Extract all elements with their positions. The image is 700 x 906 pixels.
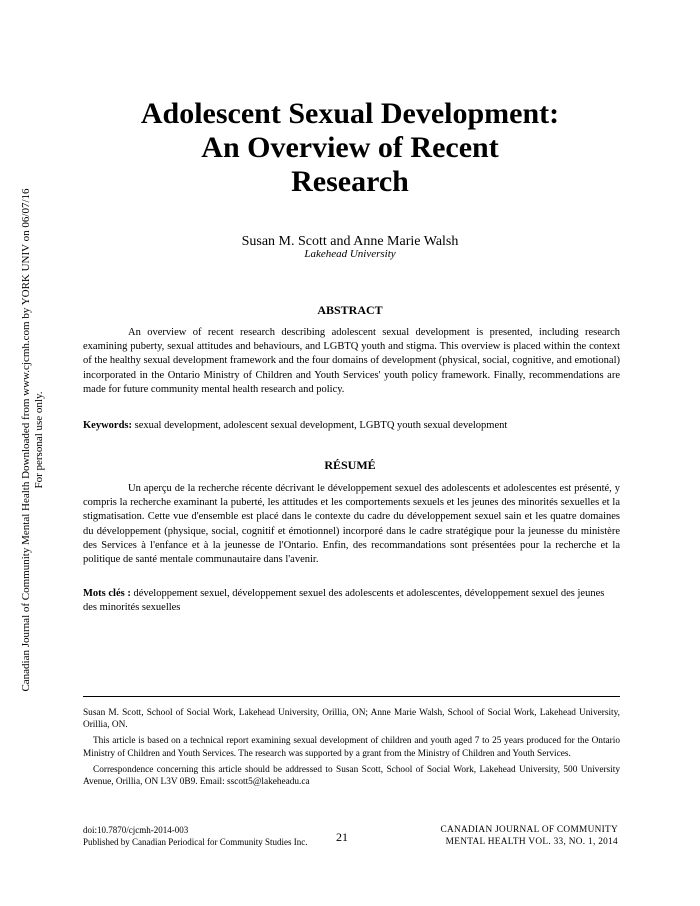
- resume-text: Un aperçu de la recherche récente décrivant le développement sexuel des adolescents et adolescentes est présenté, y compris la recherche examinant la puberté, les attitudes et les comportements sexuels et les jeunes des minorités sexuelles et la stigmatisation. Cette vue d'ensemble est placé dans le contexte du cadre du développement sexuel sain et les quatre domaines du développement (physique, social, cognitif et émotionnel) incorporé dans le cadre stratégique pour la jeunesse du ministère des Services à l'enfance et à la jeunesse de l'Ontario. Enfin, des recommandations sont présentées pour la recherche et la politique de santé mentale communautaire dans l'avenir.: [83, 483, 620, 566]
- title-line: An Overview of Recent: [201, 131, 499, 164]
- mots-cles-text: développement sexuel, développement sexuel des adolescents et adolescentes, développement sexuel des jeunes des minorités sexuelles: [83, 588, 605, 613]
- authors: Susan M. Scott and Anne Marie Walsh: [241, 234, 459, 249]
- publisher: Published by Canadian Periodical for Community Studies Inc.: [83, 837, 308, 847]
- abstract-keywords: [83, 419, 620, 433]
- footnote-funding: This article is based on a technical report examining sexual development of children and youth aged 7 to 25 years produced for the Ontario Ministry of Children and Youth Services. The research was supported by a grant from the Ministry of Children and Youth Services.: [83, 736, 620, 759]
- footer-left: [83, 824, 307, 848]
- journal-volume: MENTAL HEALTH VOL. 33, NO. 1, 2014: [445, 837, 618, 847]
- keywords-text: sexual development, adolescent sexual development, LGBTQ youth sexual development: [134, 420, 508, 431]
- doi: doi:10.7870/cjcmh-2014-003: [83, 825, 189, 835]
- watermark-line-1: Canadian Journal of Community Mental Health Downloaded from www.cjcmh.com by YORK UNIV on 06/07/16: [20, 188, 32, 692]
- footnote-divider: [83, 696, 620, 697]
- abstract-heading: ABSTRACT: [317, 303, 383, 317]
- keywords-label: Keywords:: [83, 420, 132, 431]
- affiliation: Lakehead University: [304, 248, 396, 260]
- journal-name: CANADIAN JOURNAL OF COMMUNITY: [440, 825, 618, 835]
- footnote-correspondence: Correspondence concerning this article should be addressed to Susan Scott, School of Social Work, Lakehead University, 500 University Avenue, Orillia, ON L3V 0B9. Email: sscott5@lakeheadu.ca: [83, 764, 620, 788]
- resume-heading: RÉSUMÉ: [324, 458, 376, 472]
- resume-body: [83, 482, 620, 567]
- watermark-line-2: For personal use only.: [33, 391, 45, 489]
- footer-right: [440, 824, 618, 848]
- page-number: 21: [336, 830, 348, 844]
- footnote-affiliations: Susan M. Scott, School of Social Work, Lakehead University, Orillia, ON; Anne Marie Walsh, School of Social Work, Lakehead University, Orillia, ON.: [83, 708, 620, 731]
- article-title: [90, 97, 610, 199]
- footnotes: [83, 707, 620, 792]
- title-line: Adolescent Sexual Development:: [140, 97, 560, 130]
- abstract-body: [83, 326, 620, 397]
- abstract-text: An overview of recent research describing adolescent sexual development is presented, including research examining puberty, sexual attitudes and behaviours, and LGBTQ youth and stigma. This overview is placed within the context of the healthy sexual development framework and the four domains of development (physical, social, cognitive, and emotional) incorporated in the Ontario Ministry of Children and Youth Services' youth policy framework. Finally, recommendations are made for future community mental health research and policy.: [83, 327, 620, 395]
- title-line: Research: [291, 165, 409, 198]
- mots-cles-label: Mots clés :: [83, 588, 131, 599]
- resume-keywords: [83, 587, 620, 615]
